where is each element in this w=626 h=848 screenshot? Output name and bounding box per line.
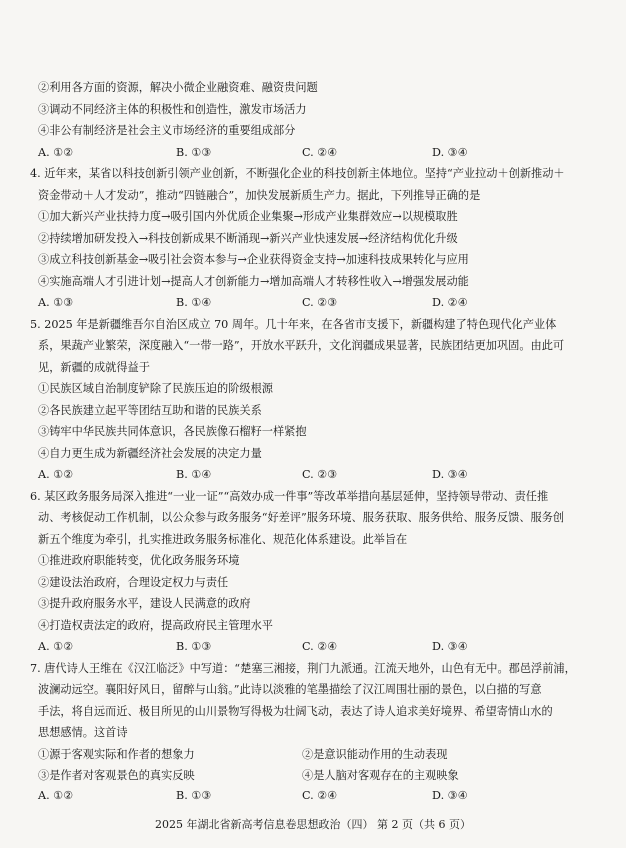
q7-option-c: C. ②④ [302, 789, 338, 802]
q6-option-a: A. ①② [38, 640, 74, 653]
q7-stem-line: 7. 唐代诗人王维在《汉江临泛》中写道：“楚塞三湘接，荆门九派通。江流天地外，山色有无中。郡邑浮前浦， [30, 662, 576, 675]
q3-item-3: ③调动不同经济主体的积极性和创造性，激发市场活力 [38, 103, 307, 116]
q4-item-1: ①加大新兴产业扶持力度→吸引国内外优质企业集聚→形成产业集群效应→以规模取胜 [38, 210, 458, 223]
q4-stem-line: 4. 近年来，某省以科技创新引领产业创新，不断强化企业的科技创新主体地位。坚持“产业拉动＋创新推动＋ [30, 167, 565, 180]
q6-option-d: D. ③④ [432, 640, 468, 653]
q3-option-d: D. ③④ [432, 146, 468, 159]
q4-item-3: ③成立科技创新基金→吸引社会资本参与→企业获得资金支持→加速科技成果转化与应用 [38, 253, 469, 266]
q6-option-c: C. ②④ [302, 640, 338, 653]
q5-stem-line: 系，果蔬产业繁荣，深度融入“一带一路”，开放水平跃升，文化润疆成果显著，民族团结更加巩固。由此可 [38, 339, 565, 352]
q5-item-2: ②各民族建立起平等团结互助和谐的民族关系 [38, 404, 262, 417]
q7-item-1: ①源于客观实际和作者的想象力 [38, 748, 195, 761]
q4-item-2: ②持续增加研发投入→科技创新成果不断涌现→新兴产业快速发展→经济结构优化升级 [38, 232, 458, 245]
q4-option-c: C. ②③ [302, 296, 338, 309]
q7-item-4: ④是人脑对客观存在的主观映象 [302, 769, 459, 782]
q3-option-b: B. ①③ [176, 146, 212, 159]
q4-item-4: ④实施高端人才引进计划→提高人才创新能力→增加高端人才转移性收入→增强发展动能 [38, 275, 469, 288]
q6-stem-line: 动、考核促动工作机制，以公众参与政务服务“好差评”服务环境、服务获取、服务供给、服务反馈、服务创 [38, 511, 565, 524]
q3-option-a: A. ①② [38, 146, 74, 159]
q7-item-2: ②是意识能动作用的生动表现 [302, 748, 448, 761]
q7-option-b: B. ①③ [176, 789, 212, 802]
q5-item-3: ③铸牢中华民族共同体意识，各民族像石榴籽一样紧抱 [38, 425, 307, 438]
q7-item-3: ③是作者对客观景色的真实反映 [38, 769, 195, 782]
q7-option-d: D. ③④ [432, 789, 468, 802]
q5-stem-line: 见，新疆的成就得益于 [38, 361, 150, 374]
q5-option-b: B. ①④ [176, 468, 212, 481]
q3-item-4: ④非公有制经济是社会主义市场经济的重要组成部分 [38, 124, 296, 137]
q5-item-4: ④自力更生成为新疆经济社会发展的决定力量 [38, 447, 262, 460]
q5-option-d: D. ③④ [432, 468, 468, 481]
q5-stem-line: 5. 2025 年是新疆维吾尔自治区成立 70 周年。几十年来，在各省市支援下，新疆构建了特色现代化产业体 [30, 318, 557, 331]
q3-option-c: C. ②④ [302, 146, 338, 159]
q7-stem-line: 思想感情。这首诗 [38, 726, 128, 739]
q7-stem-line: 手法，将自远而近、极目所见的山川景物写得极为壮阔飞动，表达了诗人追求美好境界、希望寄情山水的 [38, 705, 553, 718]
q6-item-4: ④打造权责法定的政府，提高政府民主管理水平 [38, 619, 273, 632]
q6-item-2: ②建设法治政府，合理设定权力与责任 [38, 576, 229, 589]
q7-stem-line: 波澜动远空。襄阳好风日，留醉与山翁。”此诗以淡雅的笔墨描绘了汉江周围壮丽的景色，以白描的写意 [38, 683, 542, 696]
q3-item-2: ②利用各方面的资源，解决小微企业融资难、融资贵问题 [38, 81, 318, 94]
q5-option-a: A. ①② [38, 468, 74, 481]
q4-option-a: A. ①③ [38, 296, 74, 309]
page-footer: 2025 年湖北省新高考信息卷思想政治（四） 第 2 页（共 6 页） [155, 818, 471, 831]
q6-item-3: ③提升政府服务水平，建设人民满意的政府 [38, 597, 251, 610]
q4-option-d: D. ②④ [432, 296, 468, 309]
q6-stem-line: 6. 某区政务服务局深入推进“一业一证”“高效办成一件事”等改革举措向基层延伸，坚持领导带动、责任推 [30, 490, 549, 503]
q4-option-b: B. ①④ [176, 296, 212, 309]
q5-item-1: ①民族区域自治制度铲除了民族压迫的阶级根源 [38, 382, 273, 395]
q6-stem-line: 新五个维度为牵引，扎实推进政务服务标准化、规范化体系建设。此举旨在 [38, 533, 408, 546]
q4-stem-line: 资金带动＋人才发动”，推动“四链融合”，加快发展新质生产力。据此，下列推导正确的是 [38, 189, 481, 202]
q6-option-b: B. ①③ [176, 640, 212, 653]
q5-option-c: C. ②③ [302, 468, 338, 481]
q6-item-1: ①推进政府职能转变，优化政务服务环境 [38, 554, 240, 567]
q7-option-a: A. ①② [38, 789, 74, 802]
